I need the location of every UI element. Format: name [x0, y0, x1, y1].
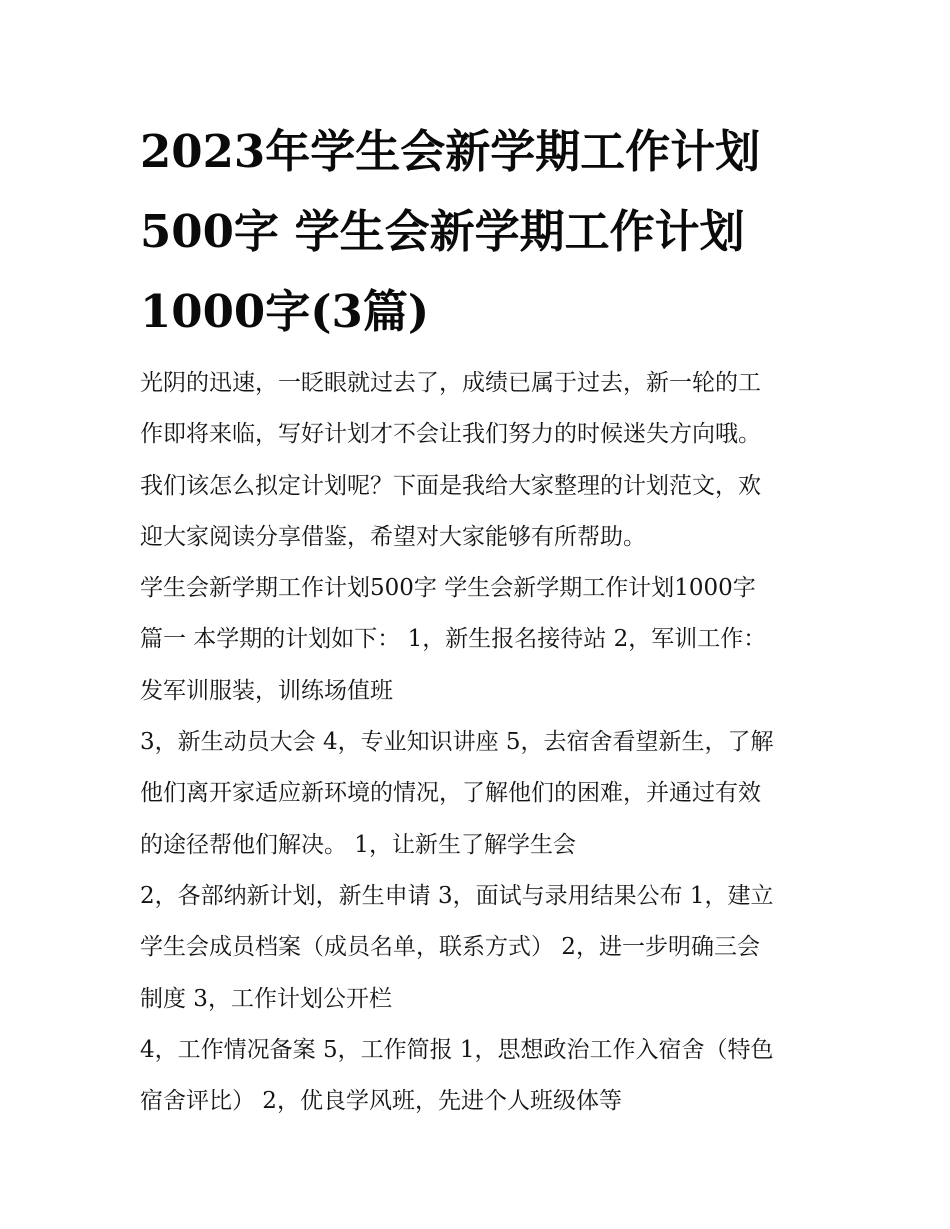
body-line: 宿舍评比） 2，优良学风班，先进个人班级体等: [140, 1088, 622, 1115]
body-line: 2，各部纳新计划，新生申请 3，面试与录用结果公布 1，建立: [140, 882, 774, 909]
title-line: 2023年学生会新学期工作计划: [140, 125, 761, 178]
body-line: 制度 3，工作计划公开栏: [140, 985, 392, 1012]
body-line: 他们离开家适应新环境的情况，了解他们的困难，并通过有效: [140, 780, 761, 807]
document-body: [140, 358, 830, 1127]
body-line: 4，工作情况备案 5，工作简报 1，思想政治工作入宿舍（特色: [140, 1036, 774, 1063]
document-title: [140, 112, 820, 352]
body-line: 发军训服装，训练场值班: [140, 677, 393, 704]
body-line: 学生会成员档案（成员名单，联系方式） 2，进一步明确三会: [140, 934, 760, 961]
body-line: 的途径帮他们解决。 1，让新生了解学生会: [140, 831, 576, 858]
body-line: 迎大家阅读分享借鉴，希望对大家能够有所帮助。: [140, 523, 646, 550]
body-line: 我们该怎么拟定计划呢？下面是我给大家整理的计划范文，欢: [140, 472, 761, 499]
body-line: 学生会新学期工作计划500字 学生会新学期工作计划1000字: [140, 575, 756, 602]
body-line: 作即将来临，写好计划才不会让我们努力的时候迷失方向哦。: [140, 421, 761, 448]
title-line: 1000字(3篇): [140, 285, 430, 338]
title-line: 500字 学生会新学期工作计划: [140, 205, 745, 258]
body-line: 3，新生动员大会 4，专业知识讲座 5，去宿舍看望新生，了解: [140, 729, 774, 756]
body-line: 篇一 本学期的计划如下： 1，新生报名接待站 2，军训工作：: [140, 626, 767, 653]
body-line: 光阴的迅速，一眨眼就过去了，成绩已属于过去，新一轮的工: [140, 370, 761, 396]
